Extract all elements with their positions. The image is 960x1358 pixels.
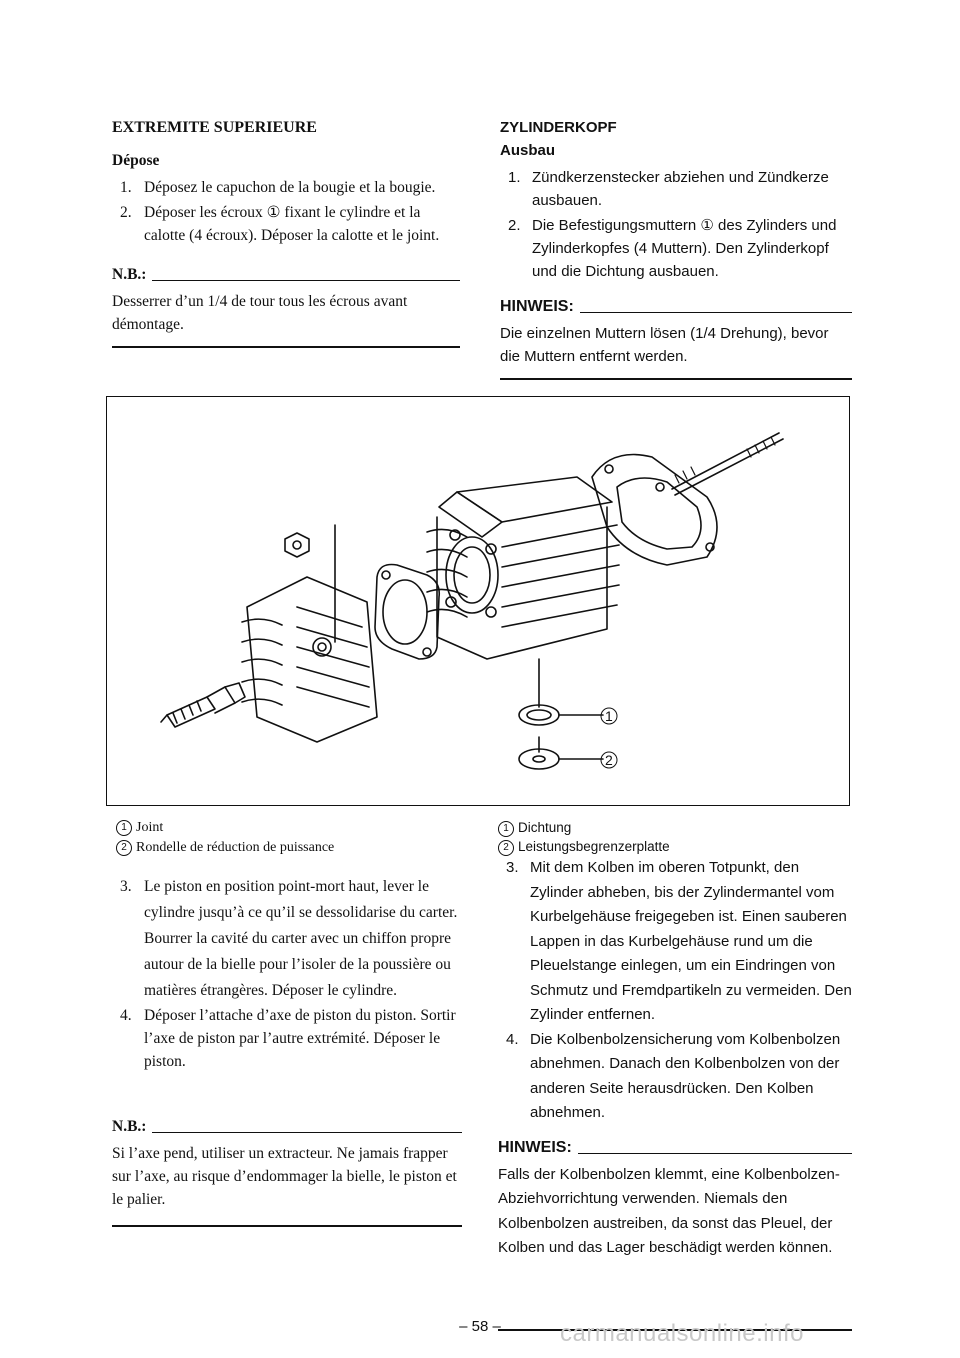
fr-nb-text-2: Si l’axe pend, utiliser un extracteur. Ne jamais frapper sur l’axe, au risque d’endommager la bielle, le piston et le palier. [112,1145,457,1208]
fr-subheading: Dépose [112,152,160,169]
de-legend-1-text: Dichtung [518,820,572,835]
fr-legend-1-text: Joint [136,820,164,835]
de-legend-2-text: Leistungsbegrenzerplatte [518,839,670,854]
de-legend-1-circle: 1 [498,821,514,837]
fr-nb-label-1: N.B.: [112,266,147,283]
de-step-4 [498,1028,852,1126]
fr-nb-rule-1 [152,280,460,281]
fr-nb-header-2 [112,1115,462,1138]
de-nb-text-2: Falls der Kolbenbolzen klemmt, eine Kolbenbolzen-Abziehvorrichtung verwenden. Niemals den Kolbenbolzen austreiben, da sonst das Pleuel, der Kolben und das Lager beschädigt werden können. [498,1165,840,1256]
de-nb-label-2: HINWEIS: [498,1138,572,1156]
de-nb-header-1 [500,295,852,318]
de-step-3-num: 3. [506,859,519,876]
callout-1-label: 1 [605,708,613,724]
fr-step-4-num: 4. [120,1007,132,1024]
fr-legend-1 [112,818,462,838]
french-column-lower [112,818,462,1227]
french-column [112,116,460,348]
german-column-lower [498,818,852,1261]
base-gasket [592,455,717,566]
fr-step-2-text: Déposer les écroux ① fixant le cylindre et la calotte (4 écroux). Déposer la calotte et le joint. [144,204,440,244]
leistungsbegrenzer-washer [519,737,617,769]
fr-step-3-text: Le piston en position point-mort haut, lever le cylindre jusqu’à ce qu’il se dessolidarise du carter. Bourrer la cavité du carter avec un chiffon propre autour de la bielle pour l’isoler de la poussière ou matières étrangères. Déposer le cylindre. [144,878,458,999]
de-step-2-num: 2. [508,217,521,234]
fr-nb-end-rule-2 [112,1225,462,1227]
fr-nb-text-1: Desserrer d’un 1/4 de tour tous les écrous avant démontage. [112,293,408,333]
fr-step-2-num: 2. [120,204,132,221]
de-step-3-text: Mit dem Kolben im oberen Totpunkt, den Zylinder abheben, bis der Zylindermantel vom Kurbelgehäuse freigegeben ist. Einen sauberen Lappen in das Kurbelgehäuse rund um die Pleuelstange einlegen, um ein Eindringen von Schmutz und Fremdpartikeln zu vermeiden. Den Zylinder entfernen. [530,859,852,1023]
de-legend-2-circle: 2 [498,840,514,856]
watermark-text: carmanualsonline.info [560,1320,804,1347]
fr-heading: EXTREMITE SUPERIEURE [112,119,317,136]
page-number: – 58 – [459,1318,501,1335]
de-step-1 [500,166,852,212]
de-legend-2 [498,837,852,856]
dichtung-ring [519,659,617,725]
fr-step-1-num: 1. [120,179,132,196]
cylinder-head [242,577,377,742]
de-step-2-text: Die Befestigungsmuttern ① des Zylinders und Zylinderkopfes (4 Muttern). Den Zylinderkopf und die Dichtung ausbauen. [532,217,837,280]
de-nb-rule-1 [580,312,852,313]
de-step-4-num: 4. [506,1030,519,1048]
fr-step-4-text: Déposer l’attache d’axe de piston du piston. Sortir l’axe de piston par l’autre extrémité. Déposer le piston. [144,1007,456,1070]
de-step-1-text: Zündkerzenstecker abziehen und Zündkerze ausbauen. [532,169,829,209]
fr-step-2 [112,201,460,247]
spark-plug [161,683,245,727]
fr-nb-end-rule-1 [112,346,460,348]
fr-step-1 [112,176,460,199]
fr-step-1-text: Déposez le capuchon de la bougie et la bougie. [144,179,436,196]
de-nb-label-1: HINWEIS: [500,298,574,315]
exploded-view-drawing [107,397,849,805]
fr-step-3-num: 3. [120,878,132,895]
de-step-3 [498,856,852,1028]
de-subheading: Ausbau [500,142,556,159]
fr-legend-2 [112,838,462,858]
de-step-2 [500,214,852,283]
fr-legend-2-circle: 2 [116,840,132,856]
de-nb-header-2 [498,1136,852,1159]
exploded-view-figure [106,396,850,806]
fr-nb-rule-2 [152,1132,462,1133]
de-nb-text-1: Die einzelnen Muttern lösen (1/4 Drehung), bevor die Muttern entfernt werden. [500,325,829,365]
fr-step-4 [112,1004,462,1073]
de-nb-rule-2 [578,1153,852,1154]
callout-2-label: 2 [605,752,613,768]
de-legend-1 [498,818,852,837]
german-column [500,116,852,380]
fr-legend-1-circle: 1 [116,820,132,836]
cylinder [427,477,619,659]
fr-step-3 [112,874,462,1004]
stud-bolt [672,433,783,495]
de-nb-end-rule-1 [500,378,852,380]
de-step-1-num: 1. [508,169,521,186]
de-heading: ZYLINDERKOPF [500,119,617,136]
de-step-4-text: Die Kolbenbolzensicherung vom Kolbenbolzen abnehmen. Danach den Kolbenbolzen von der anderen Seite herausdrücken. Den Kolben abnehmen. [530,1030,841,1121]
fr-legend-2-text: Rondelle de réduction de puissance [136,840,335,855]
fr-nb-header-1 [112,263,460,286]
fr-nb-label-2: N.B.: [112,1118,147,1135]
